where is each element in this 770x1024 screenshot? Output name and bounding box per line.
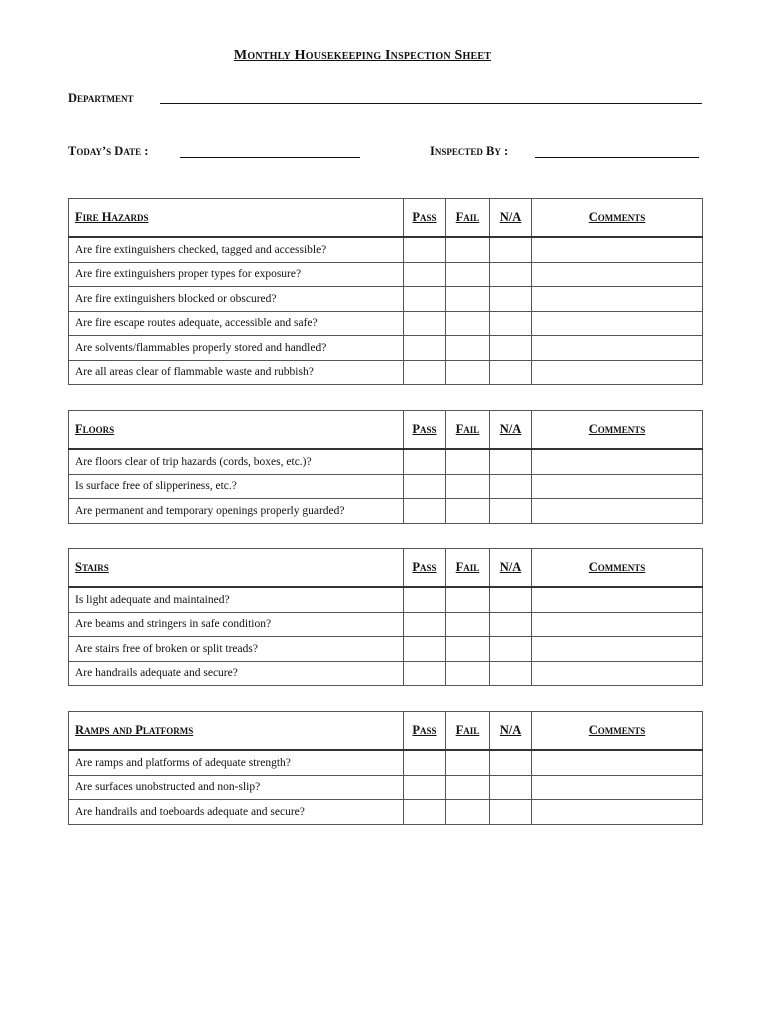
question-text: Are ramps and platforms of adequate strength? <box>69 750 404 775</box>
comments-cell[interactable] <box>532 637 703 662</box>
comments-cell[interactable] <box>532 499 703 524</box>
na-column-header: N/A <box>490 712 532 751</box>
na-cell[interactable] <box>490 612 532 637</box>
pass-cell[interactable] <box>404 587 446 612</box>
comments-column-header: Comments <box>532 549 703 588</box>
na-cell[interactable] <box>490 637 532 662</box>
na-column-header: N/A <box>490 199 532 238</box>
na-cell[interactable] <box>490 449 532 474</box>
pass-column-header: Pass <box>404 549 446 588</box>
comments-cell[interactable] <box>532 262 703 287</box>
fail-cell[interactable] <box>446 750 490 775</box>
pass-cell[interactable] <box>404 360 446 385</box>
pass-cell[interactable] <box>404 336 446 361</box>
na-cell[interactable] <box>490 360 532 385</box>
question-text: Is light adequate and maintained? <box>69 587 404 612</box>
section-table <box>68 711 703 825</box>
pass-cell[interactable] <box>404 800 446 825</box>
fail-column-header: Fail <box>446 199 490 238</box>
na-cell[interactable] <box>490 661 532 686</box>
pass-cell[interactable] <box>404 637 446 662</box>
na-cell[interactable] <box>490 750 532 775</box>
comments-column-header: Comments <box>532 712 703 751</box>
na-cell[interactable] <box>490 311 532 336</box>
na-cell[interactable] <box>490 587 532 612</box>
na-column-header: N/A <box>490 549 532 588</box>
section-table <box>68 410 703 524</box>
fail-column-header: Fail <box>446 549 490 588</box>
fail-cell[interactable] <box>446 587 490 612</box>
fail-cell[interactable] <box>446 637 490 662</box>
question-text: Are fire escape routes adequate, accessible and safe? <box>69 311 404 336</box>
question-text: Are fire extinguishers blocked or obscured? <box>69 287 404 312</box>
na-cell[interactable] <box>490 287 532 312</box>
fail-cell[interactable] <box>446 360 490 385</box>
question-text: Are beams and stringers in safe condition? <box>69 612 404 637</box>
section-header-row <box>69 549 703 588</box>
comments-cell[interactable] <box>532 750 703 775</box>
na-cell[interactable] <box>490 800 532 825</box>
question-text: Are stairs free of broken or split treads? <box>69 637 404 662</box>
inspected-by-label: Inspected By : <box>430 144 509 158</box>
comments-cell[interactable] <box>532 800 703 825</box>
section-header-row <box>69 712 703 751</box>
fail-cell[interactable] <box>446 237 490 262</box>
na-cell[interactable] <box>490 499 532 524</box>
table-row <box>69 262 703 287</box>
comments-cell[interactable] <box>532 237 703 262</box>
department-field[interactable] <box>160 103 702 104</box>
pass-cell[interactable] <box>404 499 446 524</box>
pass-column-header: Pass <box>404 712 446 751</box>
pass-column-header: Pass <box>404 411 446 450</box>
pass-cell[interactable] <box>404 449 446 474</box>
fail-column-header: Fail <box>446 712 490 751</box>
table-row <box>69 612 703 637</box>
question-text: Are permanent and temporary openings properly guarded? <box>69 499 404 524</box>
table-row <box>69 637 703 662</box>
pass-cell[interactable] <box>404 750 446 775</box>
table-row <box>69 750 703 775</box>
na-cell[interactable] <box>490 474 532 499</box>
comments-cell[interactable] <box>532 612 703 637</box>
question-text: Are fire extinguishers proper types for exposure? <box>69 262 404 287</box>
table-row <box>69 237 703 262</box>
comments-cell[interactable] <box>532 474 703 499</box>
fail-cell[interactable] <box>446 612 490 637</box>
pass-cell[interactable] <box>404 474 446 499</box>
fail-cell[interactable] <box>446 800 490 825</box>
section-header-row <box>69 411 703 450</box>
table-row <box>69 661 703 686</box>
comments-column-header: Comments <box>532 199 703 238</box>
table-row <box>69 336 703 361</box>
question-text: Are fire extinguishers checked, tagged and accessible? <box>69 237 404 262</box>
comments-cell[interactable] <box>532 311 703 336</box>
fail-cell[interactable] <box>446 311 490 336</box>
pass-cell[interactable] <box>404 287 446 312</box>
question-text: Are surfaces unobstructed and non-slip? <box>69 775 404 800</box>
fail-cell[interactable] <box>446 661 490 686</box>
comments-cell[interactable] <box>532 360 703 385</box>
na-cell[interactable] <box>490 262 532 287</box>
department-label: Department <box>68 91 134 105</box>
table-row <box>69 474 703 499</box>
question-text: Are floors clear of trip hazards (cords, boxes, etc.)? <box>69 449 404 474</box>
table-row <box>69 499 703 524</box>
table-row <box>69 800 703 825</box>
fail-cell[interactable] <box>446 775 490 800</box>
section-title: Floors <box>69 411 404 450</box>
table-row <box>69 360 703 385</box>
section-title: Stairs <box>69 549 404 588</box>
todays-date-field[interactable] <box>180 157 360 158</box>
fail-cell[interactable] <box>446 336 490 361</box>
comments-cell[interactable] <box>532 449 703 474</box>
section-table <box>68 198 703 385</box>
pass-cell[interactable] <box>404 661 446 686</box>
table-row <box>69 449 703 474</box>
pass-column-header: Pass <box>404 199 446 238</box>
comments-cell[interactable] <box>532 336 703 361</box>
inspected-by-field[interactable] <box>535 157 699 158</box>
na-column-header: N/A <box>490 411 532 450</box>
fail-cell[interactable] <box>446 499 490 524</box>
pass-cell[interactable] <box>404 775 446 800</box>
fail-cell[interactable] <box>446 262 490 287</box>
table-row <box>69 775 703 800</box>
na-cell[interactable] <box>490 336 532 361</box>
question-text: Is surface free of slipperiness, etc.? <box>69 474 404 499</box>
comments-cell[interactable] <box>532 775 703 800</box>
fail-column-header: Fail <box>446 411 490 450</box>
table-row <box>69 287 703 312</box>
pass-cell[interactable] <box>404 311 446 336</box>
question-text: Are solvents/flammables properly stored and handled? <box>69 336 404 361</box>
na-cell[interactable] <box>490 775 532 800</box>
table-row <box>69 587 703 612</box>
question-text: Are all areas clear of flammable waste and rubbish? <box>69 360 404 385</box>
question-text: Are handrails and toeboards adequate and secure? <box>69 800 404 825</box>
fail-cell[interactable] <box>446 474 490 499</box>
section-title: Ramps and Platforms <box>69 712 404 751</box>
comments-cell[interactable] <box>532 287 703 312</box>
section-title: Fire Hazards <box>69 199 404 238</box>
pass-cell[interactable] <box>404 612 446 637</box>
comments-column-header: Comments <box>532 411 703 450</box>
pass-cell[interactable] <box>404 262 446 287</box>
section-table <box>68 548 703 686</box>
na-cell[interactable] <box>490 237 532 262</box>
document-title: Monthly Housekeeping Inspection Sheet <box>233 48 492 63</box>
fail-cell[interactable] <box>446 449 490 474</box>
section-header-row <box>69 199 703 238</box>
fail-cell[interactable] <box>446 287 490 312</box>
question-text: Are handrails adequate and secure? <box>69 661 404 686</box>
comments-cell[interactable] <box>532 661 703 686</box>
table-row <box>69 311 703 336</box>
pass-cell[interactable] <box>404 237 446 262</box>
comments-cell[interactable] <box>532 587 703 612</box>
todays-date-label: Today’s Date : <box>68 144 149 158</box>
